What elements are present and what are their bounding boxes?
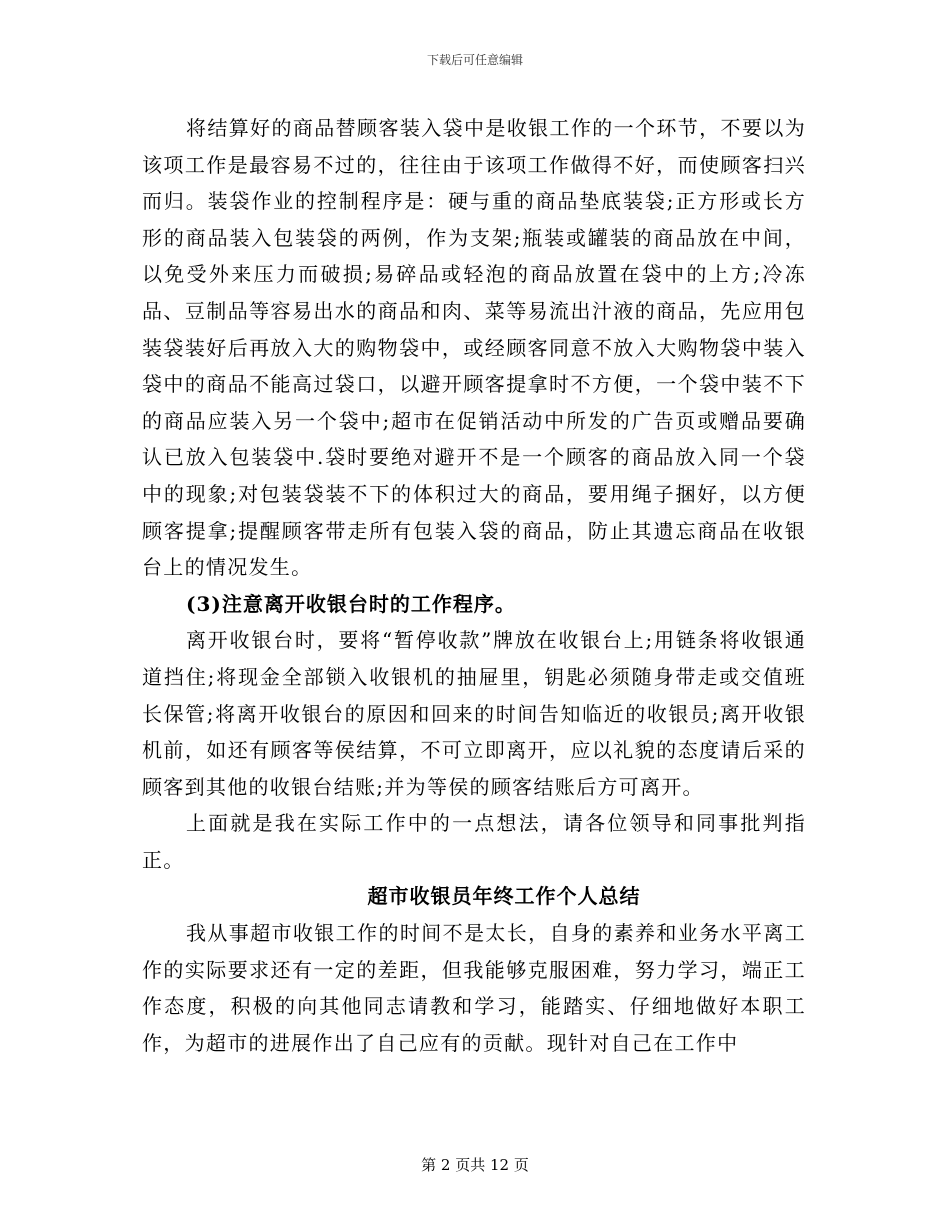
page-footer: 第 2 页共 12 页	[421, 1156, 529, 1174]
paragraph-summary-intro: 我从事超市收银工作的时间不是太长，自身的素养和业务水平离工作的实际要求还有一定的差距，但我能够克服困难，努力学习，端正工作态度，积极的向其他同志请教和学习，能踏实、仔细地做好本职工作，为超市的进展作出了自己应有的贡献。现针对自己在工作中	[142, 921, 806, 1055]
document-body	[142, 110, 806, 1061]
paragraph-leaving-checkout: 离开收银台时，要将“暂停收款”牌放在收银台上;用链条将收银通道挡住;将现金全部锁入收银机的抽屉里，钥匙必须随身带走或交值班长保管;将离开收银台的原因和回来的时间告知临近的收银员;离开收银机前，如还有顾客等侯结算，不可立即离开，应以礼貌的态度请后采的顾客到其他的收银台结账;并为等侯的顾客结账后方可离开。	[142, 628, 806, 799]
paragraph-closing-remark: 上面就是我在实际工作中的一点想法，请各位领导和同事批判指正。	[142, 811, 806, 872]
document-title: 超市收银员年终工作个人总结	[367, 884, 641, 909]
page-header: 下载后可任意编辑	[426, 53, 523, 67]
section-subheading: (3)注意离开收银台时的工作程序。	[186, 591, 516, 616]
paragraph-bagging-procedure: 将结算好的商品替顾客装入袋中是收银工作的一个环节，不要以为该项工作是最容易不过的，往往由于该项工作做得不好，而使顾客扫兴而归。装袋作业的控制程序是：硬与重的商品垫底装袋;正方形或长方形的商品装入包装袋的两例，作为支架;瓶装或罐装的商品放在中间，以免受外来压力而破损;易碎品或轻泡的商品放置在袋中的上方;冷冻品、豆制品等容易出水的商品和肉、菜等易流出汁液的商品，先应用包装袋装好后再放入大的购物袋中，或经顾客同意不放入大购物袋中装入袋中的商品不能高过袋口，以避开顾客提拿时不方便，一个袋中装不下的商品应装入另一个袋中;超市在促销活动中所发的广告页或赠品要确认已放入包装袋中.袋时要绝对避开不是一个顾客的商品放入同一个袋中的现象;对包装袋装不下的体积过大的商品，要用绳子捆好，以方便顾客提拿;提醒顾客带走所有包装入袋的商品，防止其遗忘商品在收银台上的情况发生。	[142, 116, 806, 580]
